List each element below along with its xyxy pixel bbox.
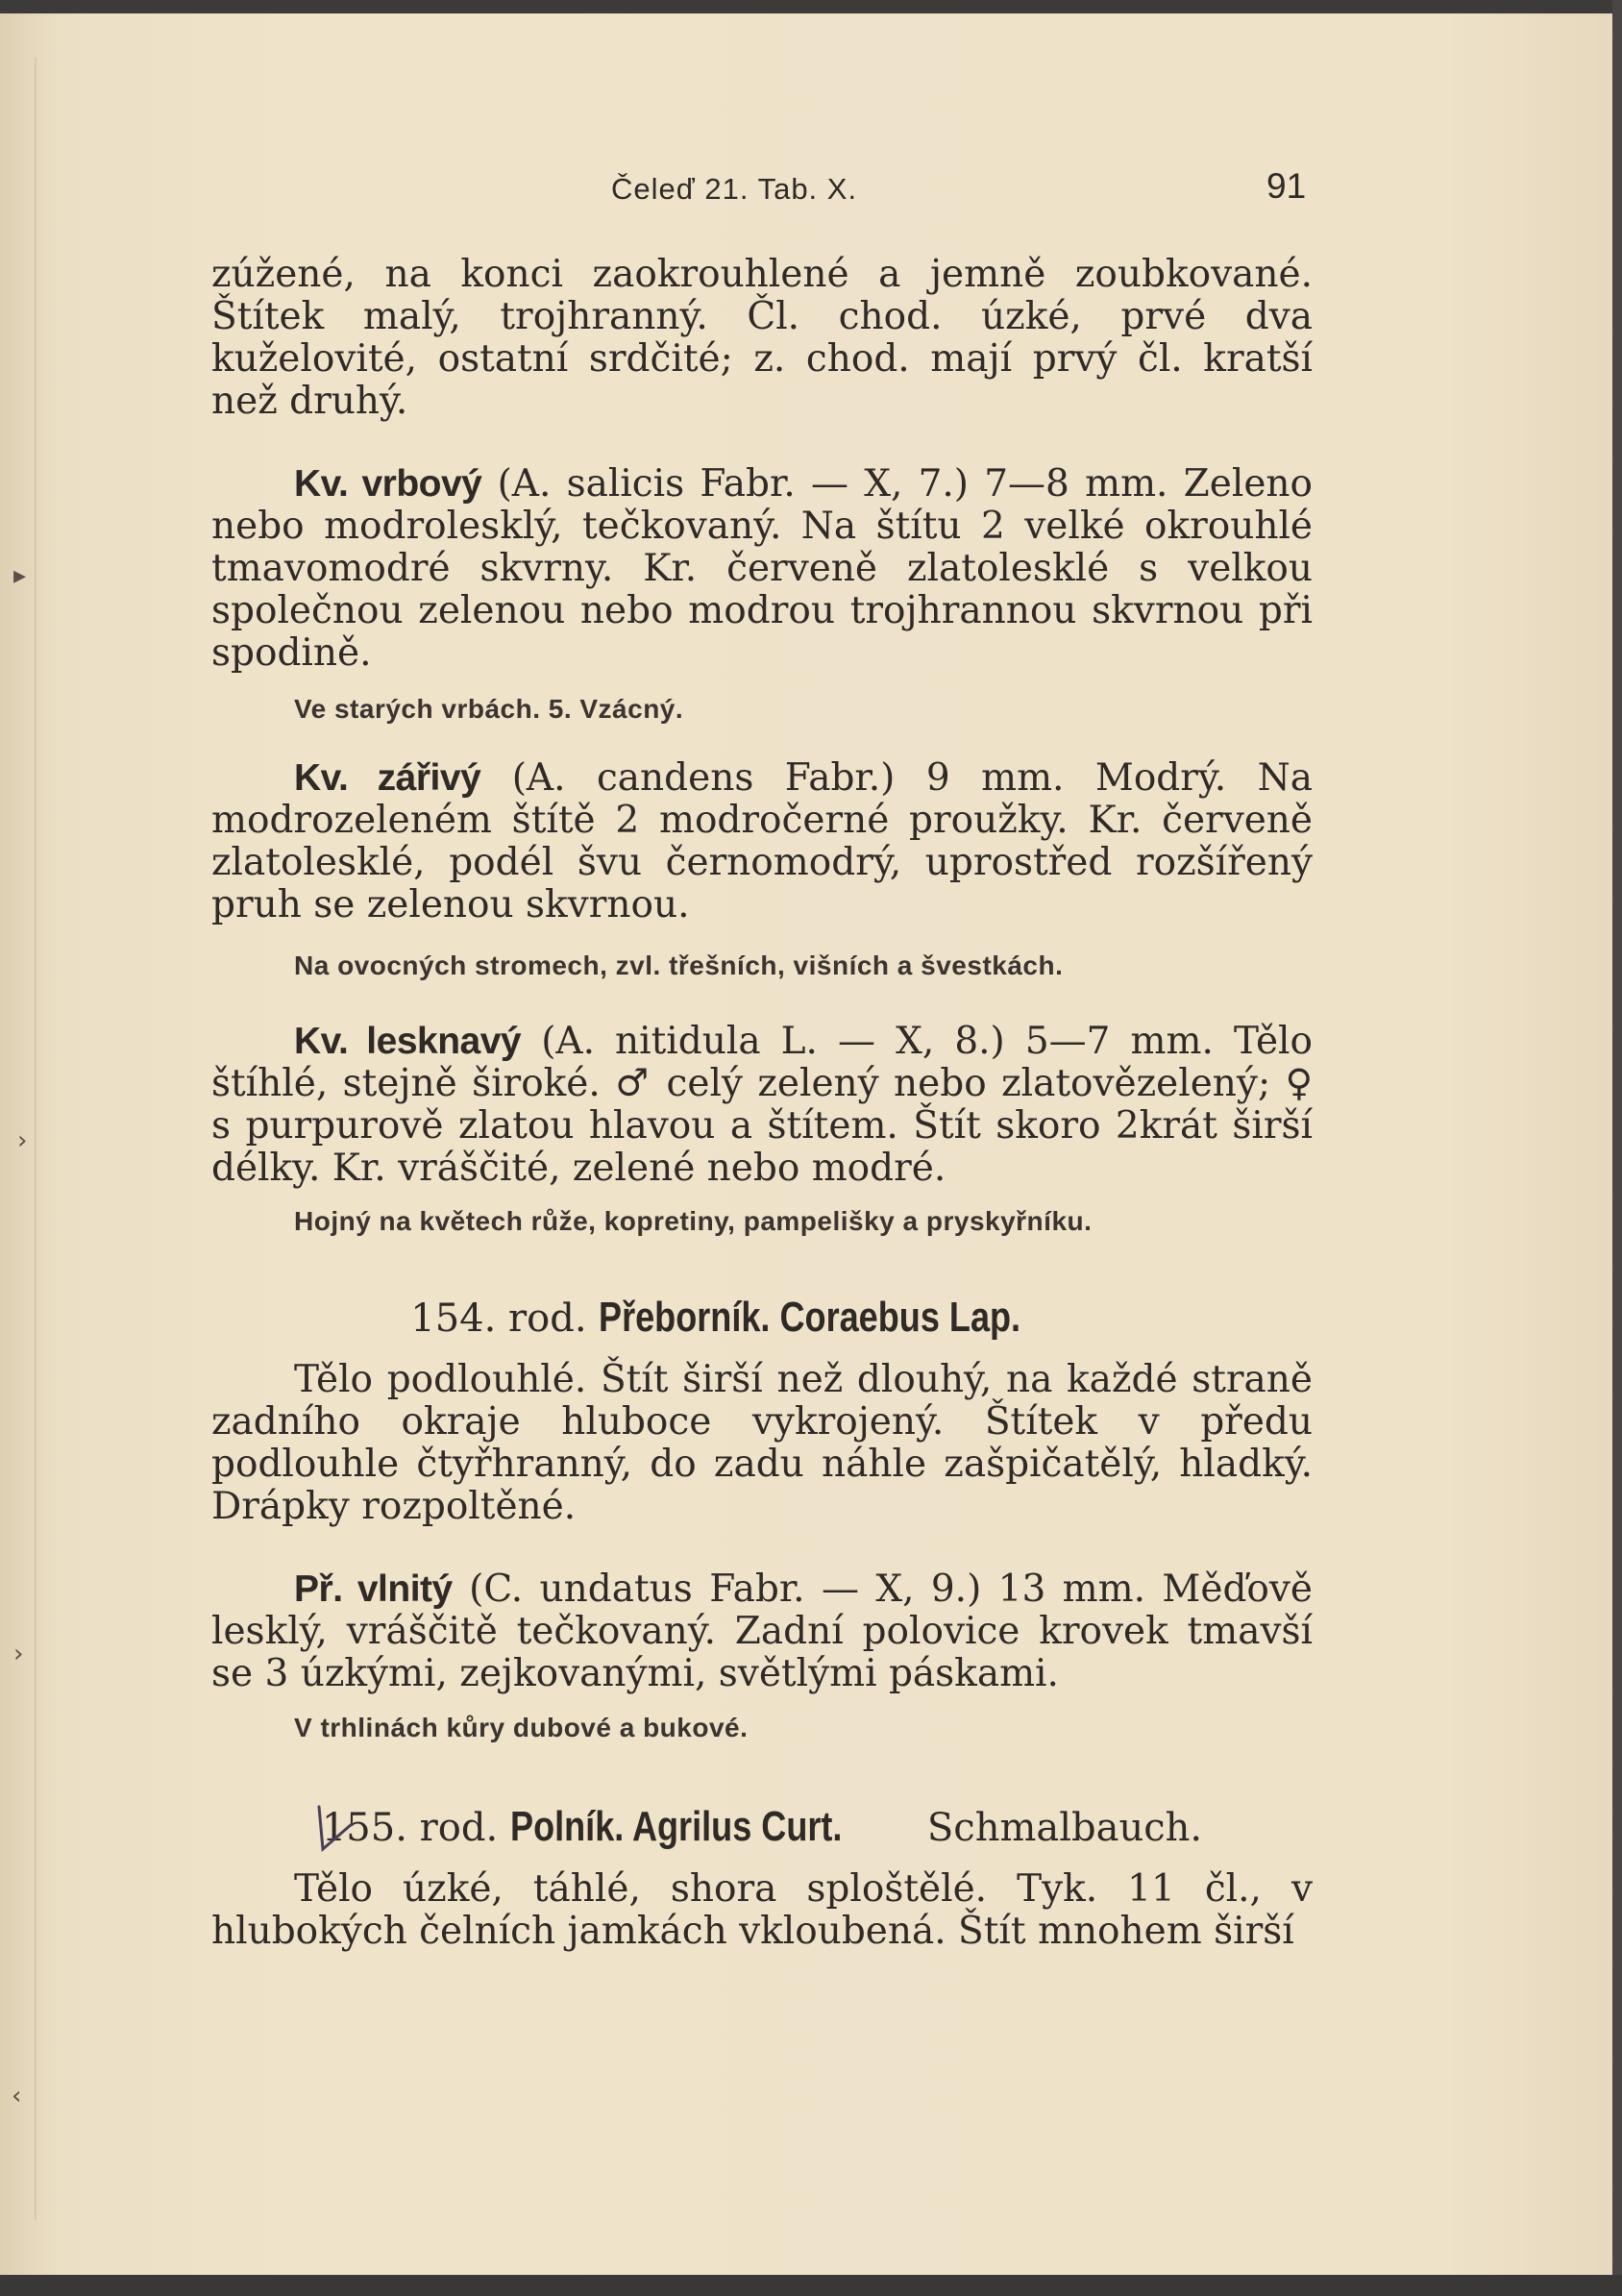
species-name: Kv. vrbový (294, 463, 482, 505)
page-number: 91 (1266, 166, 1307, 206)
species-description (211, 1021, 1313, 1190)
pencil-check-mark (313, 1801, 371, 1868)
species-name: Př. vlnitý (294, 1568, 453, 1610)
scan-top-edge (0, 0, 1622, 13)
habitat-undatus-block (211, 1709, 1313, 1747)
margin-mark-3: › (13, 1640, 24, 1668)
genus-name: Přeborník. Coraebus Lap. (599, 1294, 1021, 1341)
margin-mark-1: ▸ (13, 561, 27, 590)
species-text: (A. candens Fabr.) 9 mm. Modrý. Na modrozeleném štítě 2 modročerné proužky. Kr. červeně zlatolesklé, podél švu černomodrý, uprostřed rozšířený pruh se zelenou skvrnou. (211, 756, 1313, 926)
intro-paragraph: zúžené, na konci zaokrouhlené a jemně zoubkované. Štítek malý, trojhranný. Čl. chod. úzké, prvé dva kuželovité, ostatní srdčité; z. chod. mají prvý čl. kratší než druhý. (211, 253, 1313, 423)
genus-154-heading (211, 1294, 1313, 1342)
species-description (211, 1568, 1313, 1695)
habitat-candens-block (211, 947, 1313, 985)
genus-heading (211, 1803, 1313, 1851)
scan-right-edge (1612, 0, 1622, 2296)
species-entry-undatus (211, 1568, 1313, 1695)
genus-155-description-block (211, 1868, 1313, 1953)
running-title: Čeleď 21. Tab. X. (611, 172, 858, 206)
genus-vernacular: Schmalbauch. (926, 1806, 1203, 1850)
species-entry-candens (211, 757, 1313, 926)
species-name: Kv. zářivý (294, 757, 481, 799)
genus-155-heading (211, 1803, 1313, 1851)
scan-bottom-edge (0, 2275, 1622, 2296)
genus-154-description-block (211, 1359, 1313, 1528)
species-habitat: Na ovocných stromech, zvl. třešních, višních a švestkách. (294, 950, 1064, 980)
species-entry-nitidula (211, 1021, 1313, 1190)
genus-number: 155. rod. (321, 1806, 499, 1850)
margin-mark-4: ‹ (12, 2082, 22, 2111)
genus-description: Tělo úzké, táhlé, shora sploštělé. Tyk. 11 čl., v hlubokých čelních jamkách vkloubená. Štít mnohem širší (211, 1867, 1313, 1953)
species-name: Kv. lesknavý (294, 1021, 522, 1062)
genus-heading (211, 1294, 1313, 1342)
genus-description: Tělo podlouhlé. Štít širší než dlouhý, na každé straně zadního okraje hluboce vykrojený. Štítek v předu podlouhle čtyřhranný, do zadu náhle zašpičatělý, hladký. Drápky rozpoltěné. (211, 1358, 1313, 1528)
species-habitat: Ve starých vrbách. 5. Vzácný. (294, 694, 684, 724)
species-text: (A. nitidula L. — X, 8.) 5—7 mm. Tělo štíhlé, stejně široké. ♂ celý zelený nebo zlatovězelený; ♀ s purpurově zlatou hlavou a štítem. Štít skoro 2krát širší délky. Kr. vráščité, zelené nebo modré. (211, 1020, 1313, 1190)
page-header (0, 166, 1622, 214)
intro-paragraph-block (211, 254, 1313, 423)
species-entry-salicis (211, 463, 1313, 675)
species-habitat: V trhlinách kůry dubové a bukové. (294, 1713, 749, 1742)
species-text: (C. undatus Fabr. — X, 9.) 13 mm. Měďově lesklý, vráščitě tečkovaný. Zadní polovice krovek tmavší se 3 úzkými, zejkovanými, světlými páskami. (211, 1568, 1313, 1695)
genus-number: 154. rod. (410, 1296, 587, 1341)
habitat-salicis-block (211, 690, 1313, 728)
binding-gutter (35, 58, 37, 2220)
species-text: (A. salicis Fabr. — X, 7.) 7—8 mm. Zeleno nebo modrolesklý, tečkovaný. Na štítu 2 velké okrouhlé tmavomodré skvrny. Kr. červeně zlatolesklé s velkou společnou zelenou nebo modrou trojhrannou skvrnou při spodině. (211, 462, 1313, 675)
species-habitat: Hojný na květech růže, kopretiny, pampelišky a pryskyřníku. (294, 1206, 1093, 1236)
species-description (211, 463, 1313, 675)
genus-name: Polník. Agrilus Curt. (509, 1803, 843, 1850)
habitat-nitidula-block (211, 1202, 1313, 1241)
species-description (211, 757, 1313, 926)
margin-mark-2: › (17, 1126, 28, 1155)
